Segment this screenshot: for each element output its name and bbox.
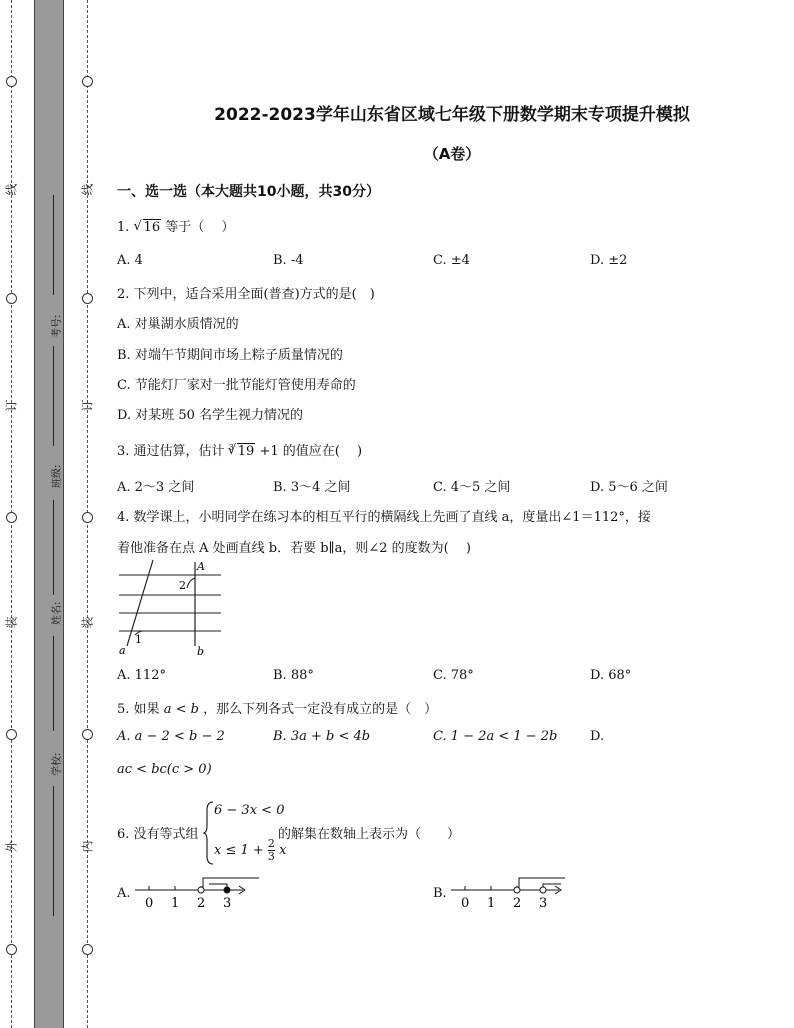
tick-label: 3 (539, 896, 548, 911)
label-A: A (197, 560, 205, 573)
binding-char-xian: 线 (80, 183, 95, 196)
field-underline (53, 786, 54, 916)
label-b: b (197, 645, 205, 658)
field-name: 姓名: (52, 601, 63, 625)
q4-option-c: C. 78° (433, 668, 474, 683)
label-a: a (119, 644, 126, 657)
tick-label: 0 (145, 896, 154, 911)
binding-char-ding: 订 (4, 399, 19, 412)
exam-title: 2022-2023学年山东省区域七年级下册数学期末专项提升模拟 (214, 105, 690, 125)
tick-label: 2 (513, 896, 522, 911)
cube-root-symbol (228, 444, 256, 459)
question-text: 3. 通过估算，估计 (117, 444, 225, 459)
q3-option-c: C. 4～5 之间 (433, 480, 511, 495)
question-text: 等于（ ） (165, 220, 235, 235)
math-expression: a < b (163, 702, 199, 717)
q5-option-c: C. 1 − 2a < 1 − 2b (433, 729, 558, 744)
q3-option-a: A. 2～3 之间 (117, 480, 195, 495)
q1-option-b: B. -4 (273, 253, 304, 268)
fraction-numerator: 2 (267, 837, 275, 850)
tick-label: 1 (171, 896, 180, 911)
radicand: 16 (143, 220, 161, 235)
sqrt-symbol (134, 220, 162, 235)
field-underline (53, 195, 54, 295)
root-index: 3 (228, 442, 234, 452)
q1-option-d: D. ±2 (590, 253, 628, 268)
question-4-line1: 4. 数学课上，小明同学在练习本的相互平行的横隔线上先画了直线 a，度量出∠1＝112°，接 (117, 510, 651, 525)
q1-option-c: C. ±4 (433, 253, 470, 268)
question-4-line2: 着他准备在点 A 处画直线 b．若要 b∥a，则∠2 的度数为( ) (117, 541, 471, 556)
q4-option-a: A. 112° (117, 668, 166, 683)
q3-option-d: D. 5～6 之间 (590, 480, 668, 495)
question-number: 1. (117, 220, 130, 235)
angle-2-arc (187, 578, 195, 588)
question-text: 5. 如果 (117, 702, 160, 717)
question-1-stem (117, 216, 234, 235)
q5-option-a: A. a − 2 < b − 2 (117, 729, 225, 744)
q4-figure (117, 558, 227, 658)
tick-label: 3 (223, 896, 232, 911)
inequality-2-var: x (279, 843, 287, 858)
tick-label: 2 (197, 896, 206, 911)
punch-hole (6, 76, 17, 87)
q1-option-a: A. 4 (117, 253, 143, 268)
binding-char-zhuang: 装 (4, 616, 19, 629)
strip-border-right (63, 0, 64, 1028)
question-text: +1 的值应在( ) (259, 444, 363, 459)
q2-option-c: C. 节能灯厂家对一批节能灯管使用寿命的 (117, 378, 356, 393)
q4-option-d: D. 68° (590, 668, 632, 683)
question-3-stem (117, 440, 362, 459)
punch-hole (82, 76, 93, 87)
open-dot (514, 887, 520, 893)
q2-option-a: A. 对巢湖水质情况的 (117, 317, 239, 332)
open-dot (540, 887, 546, 893)
field-underline (53, 346, 54, 446)
field-underline (53, 636, 54, 731)
label-angle-1: 1 (135, 633, 142, 646)
question-text: ，那么下列各式一定没有成立的是（ ） (203, 702, 438, 717)
q5-option-b: B. 3a + b < 4b (273, 729, 371, 744)
q6-option-b-label: B. (433, 886, 447, 901)
fraction (268, 838, 275, 863)
q5-option-d: D. (590, 729, 605, 744)
q2-option-d: D. 对某班 50 名学生视力情况的 (117, 408, 304, 423)
label-angle-2: 2 (179, 579, 186, 592)
question-5-stem (117, 698, 437, 717)
punch-hole (6, 944, 17, 955)
binding-char-xian: 线 (4, 183, 19, 196)
binding-char-nei: 内 (80, 840, 95, 853)
binding-margin (0, 0, 100, 1028)
q6-option-a-numberline (135, 872, 265, 912)
field-underline (53, 500, 54, 595)
fraction-denominator: 3 (267, 850, 275, 863)
radicand: 19 (237, 444, 255, 459)
closed-dot (224, 887, 230, 893)
q6-option-b-numberline (451, 872, 581, 912)
binding-char-wai: 外 (4, 840, 19, 853)
exam-subtitle: （A卷） (423, 145, 481, 163)
punch-hole (82, 944, 93, 955)
q6-option-a-label: A. (117, 886, 131, 901)
tick-label: 1 (487, 896, 496, 911)
field-exam-number: 考号: (52, 314, 63, 338)
punch-hole (6, 293, 17, 304)
question-6-text: 的解集在数轴上表示为（ ） (278, 827, 461, 842)
question-6-label: 6. 没有等式组 (117, 827, 199, 842)
inequality-1: 6 − 3x < 0 (214, 803, 285, 818)
q5-option-d-expression: ac < bc(c > 0) (117, 762, 212, 777)
open-dot (198, 887, 204, 893)
tick-label: 0 (461, 896, 470, 911)
punch-hole (82, 293, 93, 304)
punch-hole (6, 512, 17, 523)
inequality-2-text: x ≤ 1 + (214, 843, 268, 858)
field-class: 班级: (52, 464, 63, 488)
q4-option-b: B. 88° (273, 668, 314, 683)
punch-hole (82, 729, 93, 740)
section-heading: 一、选一选（本大题共10小题，共30分） (117, 184, 380, 200)
gray-binding-strip (34, 0, 63, 1028)
field-school: 学校: (52, 752, 63, 776)
punch-hole (82, 512, 93, 523)
punch-hole (6, 729, 17, 740)
question-2-stem: 2. 下列中，适合采用全面(普查)方式的是( ) (117, 287, 375, 302)
strip-border-left (34, 0, 35, 1028)
q3-option-b: B. 3～4 之间 (273, 480, 351, 495)
inequality-2 (214, 838, 286, 863)
q2-option-b: B. 对端午节期间市场上粽子质量情况的 (117, 348, 343, 363)
binding-char-zhuang: 装 (80, 616, 95, 629)
binding-char-ding: 订 (80, 399, 95, 412)
